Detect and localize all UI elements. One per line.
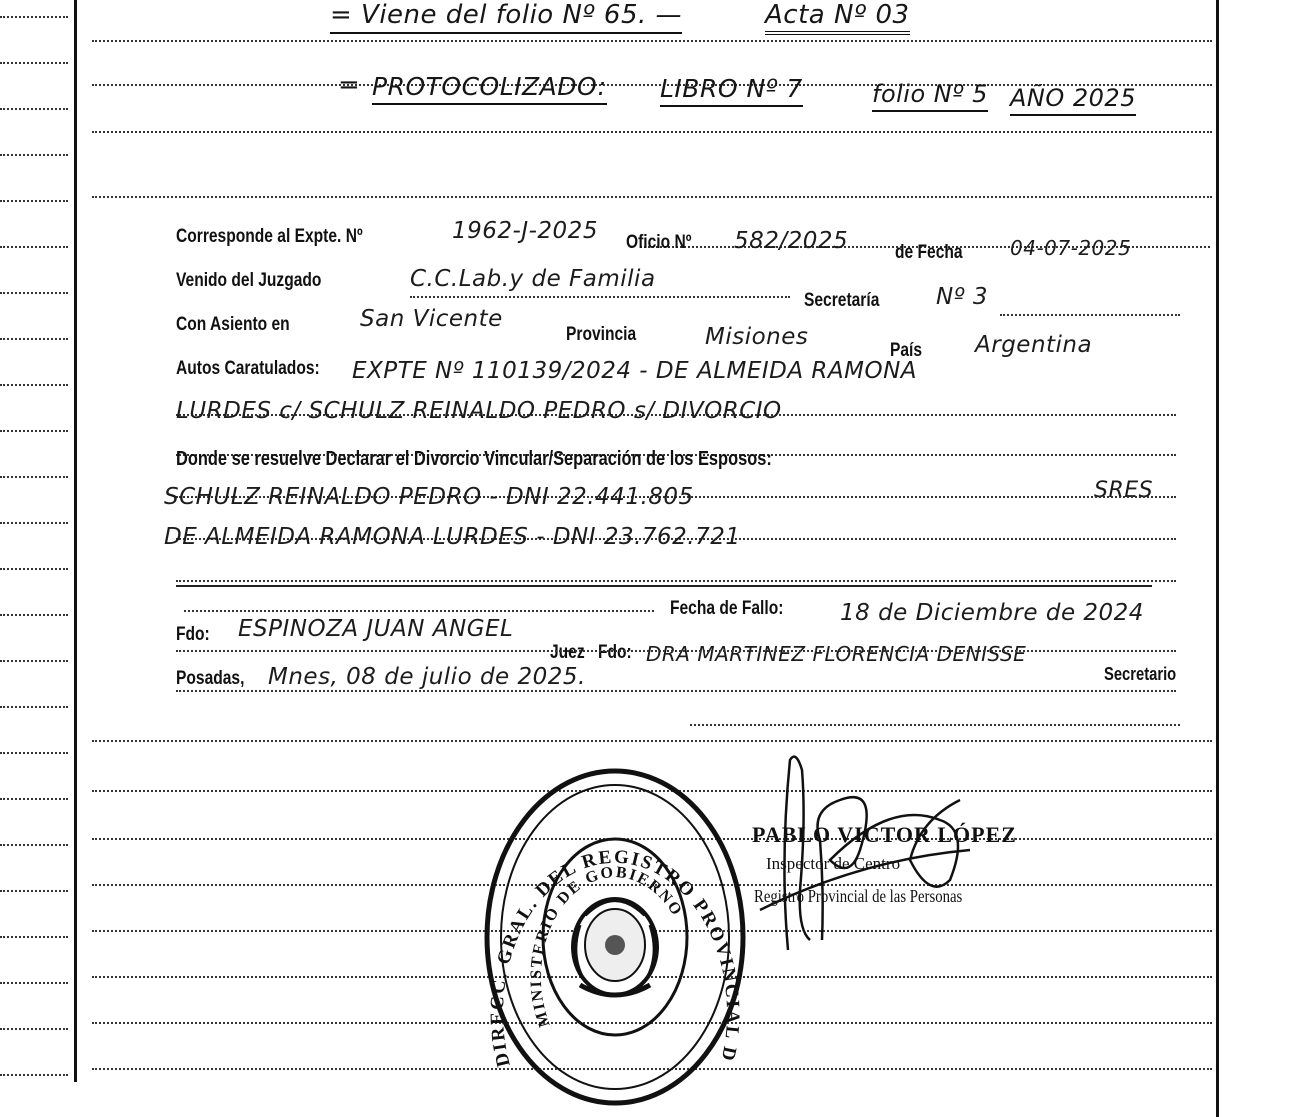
posadas-label: Posadas, <box>176 668 245 689</box>
corresponde-value: 1962-J-2025 <box>452 218 598 244</box>
left-margin <box>0 0 70 1117</box>
fdo-label: Fdo: <box>176 624 210 645</box>
oficio-value: 582/2025 <box>734 228 849 254</box>
acta-number: Acta Nº 03 <box>765 0 910 35</box>
viene-del-folio: = Viene del folio Nº 65. — <box>330 0 682 34</box>
autos-line2: LURDES c/ SCHULZ REINALDO PEDRO s/ DIVORCIO <box>176 398 782 424</box>
autos-line1: EXPTE Nº 110139/2024 - DE ALMEIDA RAMONA <box>352 358 918 384</box>
folio-number: folio Nº 5 <box>872 80 988 112</box>
protocolizado-label: PROTOCOLIZADO: <box>372 72 607 105</box>
juez-value: ESPINOZA JUAN ANGEL <box>238 616 514 642</box>
esposos-value: SRES <box>1094 478 1154 503</box>
fecha-label: de Fecha <box>895 242 963 263</box>
signatory-name: PABLO VICTOR LÓPEZ <box>752 822 1017 847</box>
venido-value: C.C.Lab.y de Familia <box>410 266 656 292</box>
protocolizado-prefix: = <box>338 70 361 100</box>
official-stamp <box>480 765 750 1110</box>
margin-rule-left <box>74 0 77 1082</box>
esposo-2: DE ALMEIDA RAMONA LURDES - DNI 23.762.721 <box>164 524 741 550</box>
stamp-inner-text: MINISTERIO DE GOBIERNO <box>527 863 686 1030</box>
autos-label: Autos Caratulados: <box>176 358 320 379</box>
esposo-1: SCHULZ REINALDO PEDRO - DNI 22.441.805 <box>164 484 694 510</box>
asiento-label: Con Asiento en <box>176 314 290 335</box>
rule-line <box>176 585 1152 587</box>
signatory-office: Registro Provincial de las Personas <box>754 886 963 906</box>
fdo2-label: Fdo: <box>598 642 632 663</box>
fecha-fallo-value: 18 de Diciembre de 2024 <box>840 600 1144 626</box>
donde-label: Donde se resuelve Declarar el Divorcio Vincular/Separación de los Esposos: <box>176 448 772 470</box>
venido-label: Venido del Juzgado <box>176 270 322 291</box>
signatory-role: Inspector de Centro <box>766 854 901 873</box>
corresponde-label: Corresponde al Expte. Nº <box>176 226 363 247</box>
provincia-label: Provincia <box>566 324 637 345</box>
provincia-value: Misiones <box>705 324 809 350</box>
stamp-outer-text: DIRECC. GRAL. DEL REGISTRO PROVINCIAL D <box>486 846 744 1069</box>
oficio-label: Oficio Nº <box>626 232 692 253</box>
anio: AÑO 2025 <box>1010 84 1136 116</box>
juez-label: Juez <box>550 642 585 663</box>
fecha-value: 04-07-2025 <box>1010 236 1132 260</box>
pais-value: Argentina <box>975 332 1093 358</box>
signature-block <box>740 740 1017 970</box>
asiento-value: San Vicente <box>360 306 503 332</box>
pais-label: País <box>890 340 923 361</box>
handwritten-signature-icon <box>740 740 1010 970</box>
secretario-label: Secretario <box>1104 664 1177 684</box>
coat-of-arms-icon <box>573 899 657 995</box>
fecha-fallo-label: Fecha de Fallo: <box>670 598 784 619</box>
secretario-value: DRA MARTINEZ FLORENCIA DENISSE <box>646 642 1027 666</box>
secretaria-value: Nº 3 <box>936 284 988 310</box>
posadas-value: Mnes, 08 de julio de 2025. <box>268 664 586 690</box>
stamp-graphic <box>480 765 750 1110</box>
secretaria-label: Secretaría <box>804 290 880 311</box>
margin-rule-right <box>1216 0 1219 1117</box>
libro-number: LIBRO Nº 7 <box>660 74 803 107</box>
